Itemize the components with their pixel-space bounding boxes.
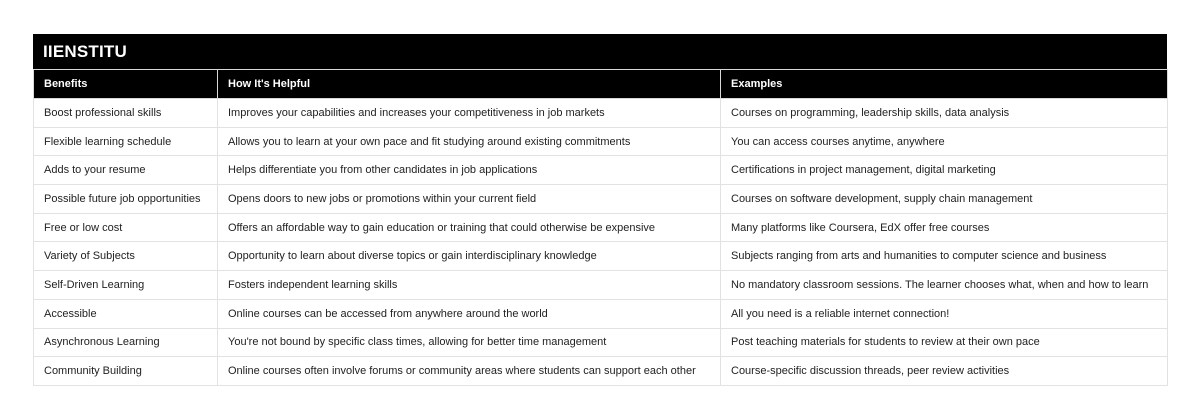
table-row xyxy=(34,328,1168,357)
cell-example: Course-specific discussion threads, peer review activities xyxy=(721,357,1168,386)
table-title: IIENSTITU xyxy=(33,34,1167,69)
cell-benefit: Accessible xyxy=(34,299,218,328)
table-row xyxy=(34,213,1168,242)
cell-helpful: Fosters independent learning skills xyxy=(218,271,721,300)
table-row xyxy=(34,127,1168,156)
cell-example: Many platforms like Coursera, EdX offer free courses xyxy=(721,213,1168,242)
table-row xyxy=(34,156,1168,185)
cell-example: All you need is a reliable internet connection! xyxy=(721,299,1168,328)
cell-helpful: Improves your capabilities and increases your competitiveness in job markets xyxy=(218,99,721,128)
cell-example: Courses on software development, supply chain management xyxy=(721,185,1168,214)
cell-helpful: Allows you to learn at your own pace and fit studying around existing commitments xyxy=(218,127,721,156)
cell-benefit: Adds to your resume xyxy=(34,156,218,185)
cell-helpful: Offers an affordable way to gain education or training that could otherwise be expensive xyxy=(218,213,721,242)
cell-example: Certifications in project management, digital marketing xyxy=(721,156,1168,185)
cell-benefit: Self-Driven Learning xyxy=(34,271,218,300)
cell-benefit: Free or low cost xyxy=(34,213,218,242)
cell-benefit: Variety of Subjects xyxy=(34,242,218,271)
header-how-helpful: How It's Helpful xyxy=(218,70,721,99)
cell-example: Post teaching materials for students to review at their own pace xyxy=(721,328,1168,357)
cell-helpful: Opens doors to new jobs or promotions within your current field xyxy=(218,185,721,214)
table-row xyxy=(34,357,1168,386)
cell-benefit: Community Building xyxy=(34,357,218,386)
benefits-table-container xyxy=(33,34,1167,386)
cell-helpful: Helps differentiate you from other candidates in job applications xyxy=(218,156,721,185)
cell-benefit: Boost professional skills xyxy=(34,99,218,128)
table-row xyxy=(34,242,1168,271)
cell-benefit: Possible future job opportunities xyxy=(34,185,218,214)
cell-helpful: Online courses can be accessed from anywhere around the world xyxy=(218,299,721,328)
cell-benefit: Asynchronous Learning xyxy=(34,328,218,357)
table-row xyxy=(34,271,1168,300)
header-benefits: Benefits xyxy=(34,70,218,99)
cell-example: You can access courses anytime, anywhere xyxy=(721,127,1168,156)
table-row xyxy=(34,185,1168,214)
cell-example: Courses on programming, leadership skills, data analysis xyxy=(721,99,1168,128)
cell-helpful: Online courses often involve forums or community areas where students can support each other xyxy=(218,357,721,386)
table-header-row xyxy=(34,70,1168,99)
table-row xyxy=(34,99,1168,128)
table-row xyxy=(34,299,1168,328)
cell-helpful: You're not bound by specific class times, allowing for better time management xyxy=(218,328,721,357)
cell-benefit: Flexible learning schedule xyxy=(34,127,218,156)
header-examples: Examples xyxy=(721,70,1168,99)
benefits-table xyxy=(33,69,1168,386)
cell-example: No mandatory classroom sessions. The learner chooses what, when and how to learn xyxy=(721,271,1168,300)
cell-helpful: Opportunity to learn about diverse topics or gain interdisciplinary knowledge xyxy=(218,242,721,271)
cell-example: Subjects ranging from arts and humanities to computer science and business xyxy=(721,242,1168,271)
